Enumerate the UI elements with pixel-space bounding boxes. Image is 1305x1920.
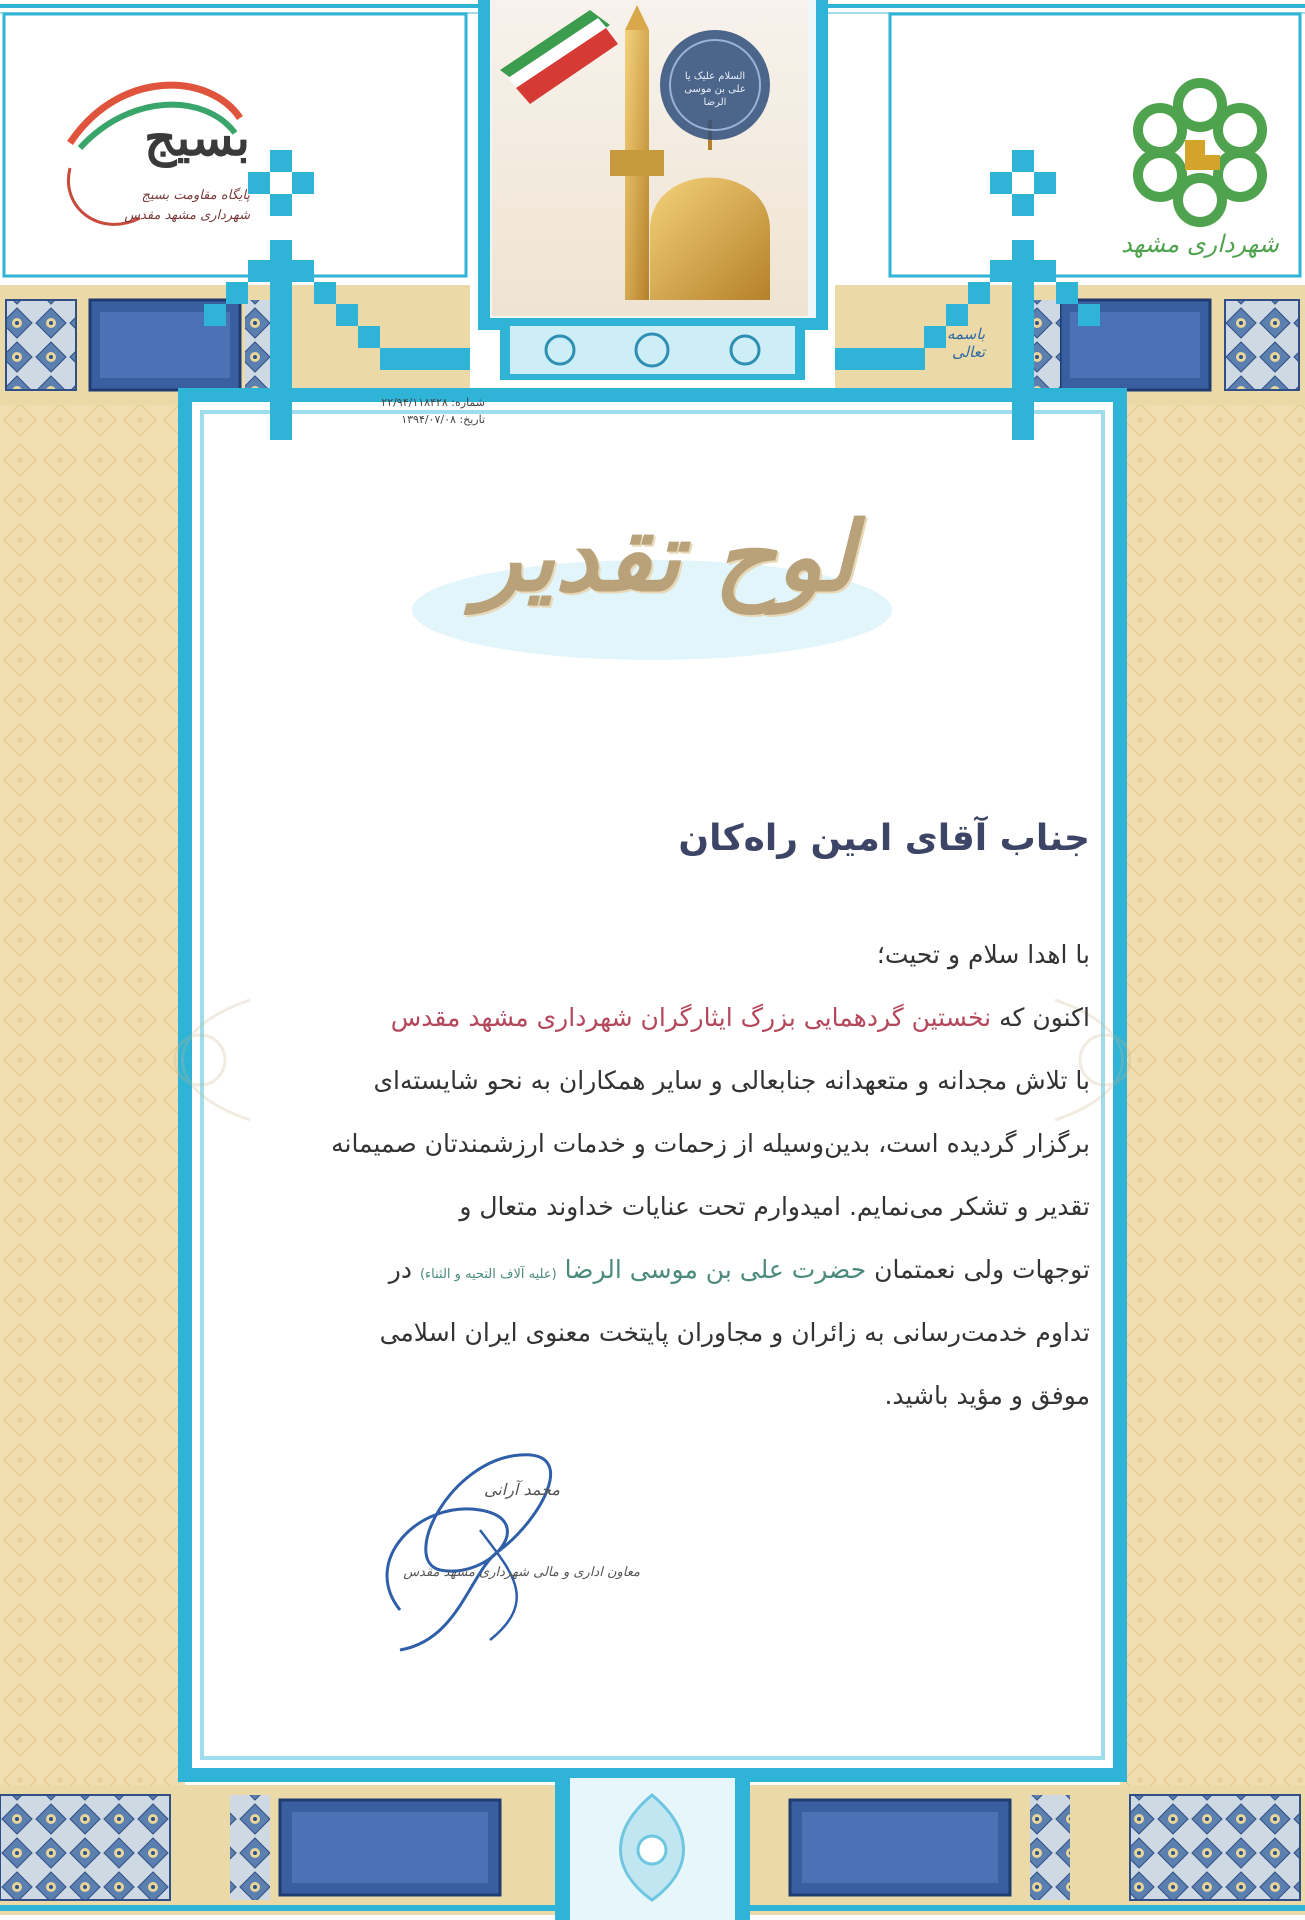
body-line-6: تداوم خدمت‌رسانی به زائران و مجاوران پایتخت معنوی ایران اسلامی <box>379 1318 1090 1347</box>
signature-scribble-icon <box>340 1440 660 1670</box>
reference-number-value: ۲۲/۹۴/۱۱۸۴۲۸ <box>381 396 448 409</box>
besmeh-heading: باسمه تعالی <box>946 325 985 361</box>
body-line-1 <box>255 1003 1090 1032</box>
body-line-5 <box>255 1255 1090 1284</box>
basij-sub-line2: شهرداری مشهد مقدس <box>124 208 250 223</box>
reference-date-row <box>330 411 485 428</box>
basij-sub-line1: پایگاه مقاومت بسیج <box>141 188 250 203</box>
basij-logo <box>40 48 260 248</box>
certificate-title <box>440 480 890 650</box>
mashhad-logo-text: شهرداری مشهد <box>1121 230 1279 258</box>
body-line-5-suffix: در <box>388 1255 413 1284</box>
reference-number-row <box>330 394 485 411</box>
body-line-4: تقدیر و تشکر می‌نمایم. امیدوارم تحت عنایات خداوند متعال و <box>459 1192 1090 1221</box>
signature-name: محمد آرانی <box>483 1480 560 1499</box>
body-line-3: برگزار گردیده است، بدین‌وسیله از زحمات و خدمات ارزشمندتان صمیمانه <box>331 1129 1090 1158</box>
reference-date-label: تاریخ: <box>459 413 485 426</box>
reference-date-value: ۱۳۹۴/۰۷/۰۸ <box>401 413 456 426</box>
recipient-name: جناب آقای امین راه‌کان <box>678 818 1090 859</box>
body-line-1-prefix: اکنون که <box>999 1003 1090 1032</box>
shrine-image <box>480 0 820 320</box>
mashhad-municipality-logo <box>1110 60 1290 260</box>
body-line-2: با تلاش مجدانه و متعهدانه جنابعالی و سایر همکاران به نحو شایسته‌ای <box>373 1066 1090 1095</box>
body-line-5-prefix: توجهات ولی نعمتمان <box>874 1255 1090 1284</box>
reference-number-label: شماره: <box>451 396 485 409</box>
basij-logo-text: بسیج <box>144 108 250 167</box>
body-line-7: موفق و مؤید باشید. <box>884 1381 1090 1410</box>
title-text: لوح تقدیر <box>475 500 855 613</box>
signature-block <box>340 1440 660 1670</box>
signature-position: معاون اداری و مالی شهرداری مشهد مقدس <box>403 1565 640 1580</box>
body-line-5-note: (علیه آلاف التحیه و الثناء) <box>419 1267 557 1282</box>
shrine-dome-icon <box>480 0 820 320</box>
body-line-1-highlight: نخستین گردهمایی بزرگ ایثارگران شهرداری مشهد مقدس <box>390 1003 992 1032</box>
greeting-line: با اهدا سلام و تحیت؛ <box>876 940 1090 969</box>
body-line-5-highlight: حضرت علی بن موسی الرضا <box>564 1255 867 1284</box>
shrine-seal-text: السلام علیک یا علی بن موسی الرضا <box>684 71 746 108</box>
reference-block <box>330 394 485 428</box>
